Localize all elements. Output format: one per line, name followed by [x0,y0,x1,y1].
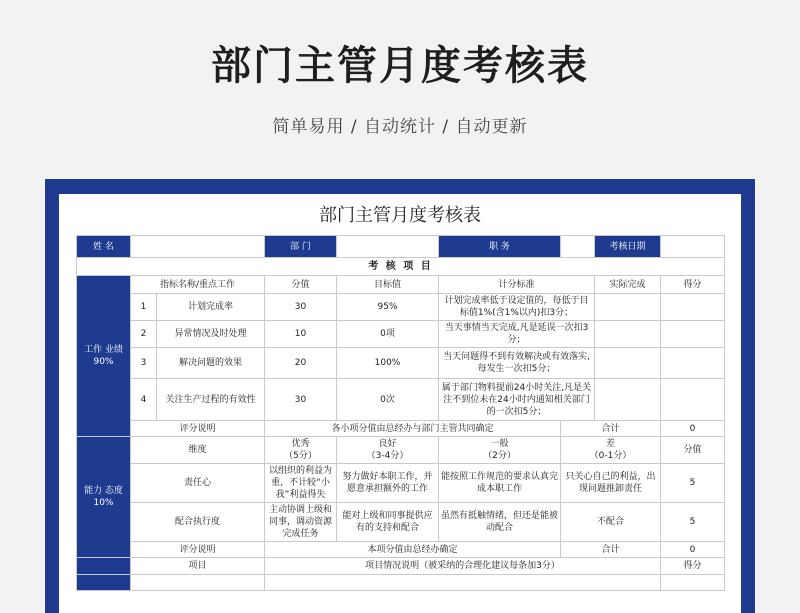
col-result: 得分 [661,276,725,294]
row-actual[interactable] [595,379,661,421]
col-standard: 计分标准 [439,276,595,294]
row-no: 3 [131,348,157,379]
bonus-item-field[interactable] [131,575,265,591]
bonus-result-field[interactable] [661,575,725,591]
ability-row-score: 5 [661,503,725,542]
table-row [77,464,725,503]
table-row [77,321,725,348]
ability-row-fair: 能按照工作规范的要求认真完成本职工作 [439,464,561,503]
col-indicator: 指标名称/重点工作 [131,276,265,294]
position-field[interactable] [561,236,595,258]
row-standard: 当天问题得不到有效解决或有效落实,每发生一次扣5分； [439,348,595,379]
table-row [77,379,725,421]
level-excellent [265,437,337,464]
col-actual: 实际完成 [595,276,661,294]
ability-row-poor: 只关心自己的利益，出现问题推卸责任 [561,464,661,503]
work-note-row [77,421,725,437]
ability-total-value: 0 [661,542,725,558]
section-header: 考 核 项 目 [77,258,725,276]
row-target: 0次 [337,379,439,421]
row-target: 95% [337,294,439,321]
ability-section-name: 能力 态度 [84,486,123,496]
ability-section-label [77,437,131,558]
level-name: 良好 [378,439,397,449]
row-name: 异常情况及时处理 [157,321,265,348]
ability-row-name: 配合执行度 [131,503,265,542]
row-standard: 计划完成率低于设定值的，每低于目标值1%(含1%以内)扣3分； [439,294,595,321]
bonus-row [77,575,725,591]
ability-row-poor: 不配合 [561,503,661,542]
sheet-title: 部门主管月度考核表 [319,205,481,226]
row-name: 解决问题的效果 [157,348,265,379]
row-result[interactable] [661,294,725,321]
row-score: 10 [265,321,337,348]
info-row [77,236,725,258]
level-name: 一般 [490,439,509,449]
ability-score-label: 分值 [661,437,725,464]
ability-total-label: 合计 [561,542,661,558]
row-result[interactable] [661,379,725,421]
row-standard: 属于部门物料提前24小时关注,凡是关注不到位未在24小时内通知相关部门的一次扣5分； [439,379,595,421]
row-actual[interactable] [595,348,661,379]
ability-row-excellent: 主动协调上级和同事，调动资源完成任务 [265,503,337,542]
table-row [77,503,725,542]
row-name: 关注生产过程的有效性 [157,379,265,421]
name-label: 姓 名 [77,236,131,258]
dept-label: 部 门 [265,236,337,258]
work-section-pct: 90% [93,357,114,367]
row-target: 0项 [337,321,439,348]
page-subtitle: 简单易用 / 自动统计 / 自动更新 [272,117,528,137]
bonus-result-label: 得分 [661,558,725,575]
sheet [59,194,741,613]
work-total-value: 0 [661,421,725,437]
row-actual[interactable] [595,294,661,321]
ability-row-excellent: 以组织的利益为重，不计较“小我”利益得失 [265,464,337,503]
page-title: 部门主管月度考核表 [211,43,589,89]
ability-row-name: 责任心 [131,464,265,503]
row-no: 1 [131,294,157,321]
level-poor [561,437,661,464]
work-section-label [77,276,131,437]
level-range: （5分） [284,451,317,461]
position-label: 职 务 [439,236,561,258]
bonus-header-row [77,558,725,575]
work-note-text: 各小项分值由总经办与部门主管共同确定 [265,421,561,437]
level-range: （2分） [483,451,516,461]
name-field[interactable] [131,236,265,258]
col-score: 分值 [265,276,337,294]
work-total-label: 合计 [561,421,661,437]
period-field[interactable] [661,236,725,258]
ability-row-fair: 虽然有抵触情绪，但还是能被动配合 [439,503,561,542]
bonus-desc-field[interactable] [265,575,661,591]
row-score: 20 [265,348,337,379]
row-no: 4 [131,379,157,421]
work-note-label: 评分说明 [131,421,265,437]
ability-row-good: 能对上级和同事提供应有的支持和配合 [337,503,439,542]
dept-field[interactable] [337,236,439,258]
period-label: 考核日期 [595,236,661,258]
bonus-section-fill [77,575,131,591]
table-row [77,348,725,379]
ability-section-pct: 10% [93,498,114,508]
row-result[interactable] [661,348,725,379]
ability-note-text: 本项分值由总经办确定 [265,542,561,558]
row-name: 计划完成率 [157,294,265,321]
ability-header-row [77,437,725,464]
ability-row-score: 5 [661,464,725,503]
row-no: 2 [131,321,157,348]
row-score: 30 [265,379,337,421]
row-target: 100% [337,348,439,379]
ability-row-good: 努力做好本职工作，并愿意承担额外的工作 [337,464,439,503]
ability-note-row [77,542,725,558]
col-target: 目标值 [337,276,439,294]
row-score: 30 [265,294,337,321]
level-range: （3-4分） [366,451,409,461]
level-name: 优秀 [291,439,310,449]
row-standard: 当天事情当天完成,凡是延误一次扣3分； [439,321,595,348]
bonus-section-label [77,558,131,575]
level-name: 差 [605,439,615,449]
bonus-desc-label: 项目情况说明（被采纳的合理化建议每条加3分） [265,558,661,575]
level-fair [439,437,561,464]
row-result[interactable] [661,321,725,348]
work-header-row [77,276,725,294]
work-section-name: 工作 业绩 [84,345,123,355]
ability-note-label: 评分说明 [131,542,265,558]
level-range: （0-1分） [589,451,632,461]
level-good [337,437,439,464]
row-actual[interactable] [595,321,661,348]
dimension-label: 维度 [131,437,265,464]
bonus-item-label: 项目 [131,558,265,575]
table-row [77,294,725,321]
assessment-table [76,235,725,591]
